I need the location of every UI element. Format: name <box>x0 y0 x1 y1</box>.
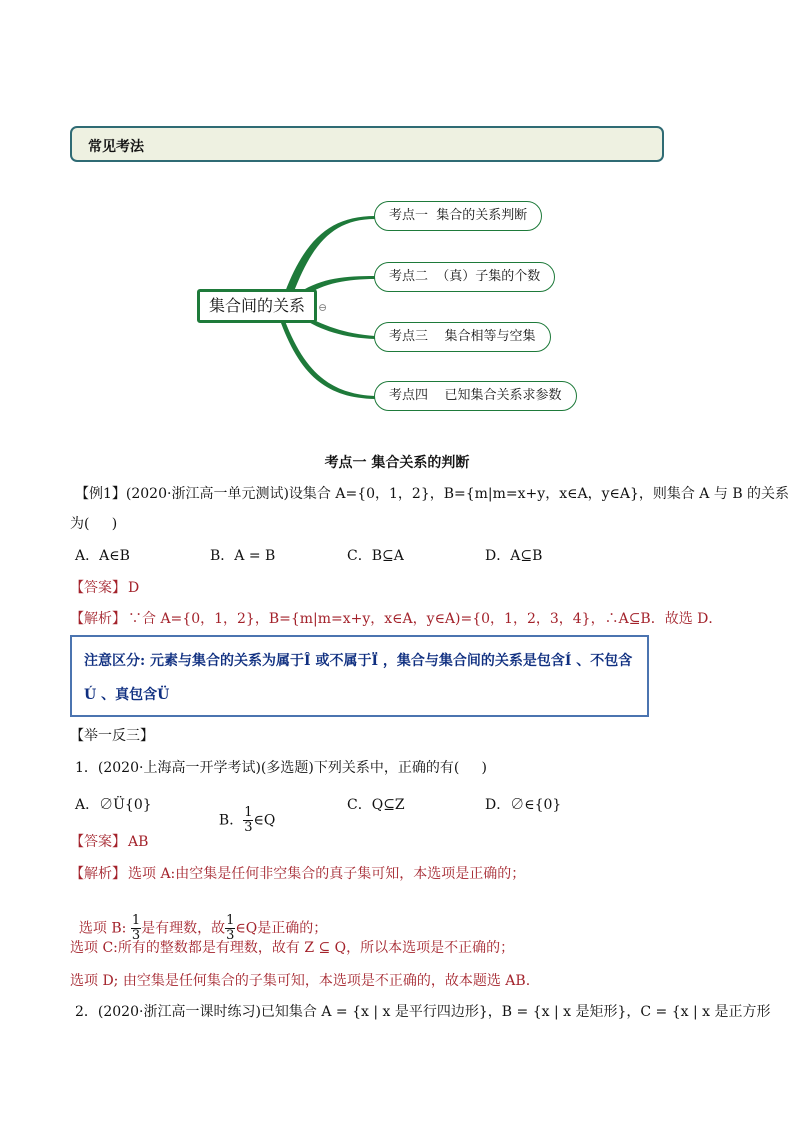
q1-option-a: A．∅Ü{0} <box>75 797 152 813</box>
mindmap-node-2: 考点二 （真）子集的个数 <box>374 262 555 292</box>
q1-analysis-label: 【解析】 <box>70 866 126 882</box>
fraction-denominator: 3 <box>244 820 253 835</box>
section-title: 常见考法 <box>88 139 144 155</box>
q1-analysis-a: 选项 A:由空集是任何非空集合的真子集可知，本选项是正确的； <box>128 866 526 882</box>
example1-answer-value: D <box>128 580 140 596</box>
q1-option-c: C．Q⊆Z <box>347 797 405 813</box>
example1-analysis-text: ∵合 A={0，1，2}，B={m|m=x+y，x∈A，y∈A)={0，1，2，3，4}，∴A⊆B．故选 D． <box>128 611 723 627</box>
example1-answer-label: 【答案】 <box>70 580 126 596</box>
q1-analysis-b-prefix: 选项 B: <box>78 920 131 937</box>
topic-heading: 考点一 集合关系的判断 <box>324 455 470 471</box>
fraction-denominator: 3 <box>226 928 235 943</box>
note-line1: 注意区分: 元素与集合的关系为属于Î 或不属于Ï ，集合与集合间的关系是包含Í 、不包含 <box>84 653 633 669</box>
q1-analysis-c: 选项 C:所有的整数都是有理数，故有 Z ⊆ Q，所以本选项是不正确的； <box>70 940 515 956</box>
example1-option-d: D．A⊆B <box>485 548 543 564</box>
example1-option-c: C．B⊆A <box>347 548 404 564</box>
q2-stem: 2．(2020·浙江高一课时练习)已知集合 A = {x | x 是平行四边形}，B = {x | x 是矩形}，C = {x | x 是正方形 <box>75 1004 771 1020</box>
q1-analysis-b-suffix: ∈Q是正确的； <box>235 920 328 937</box>
fraction-denominator: 3 <box>131 928 141 943</box>
q1-analysis-b <box>70 894 327 943</box>
mindmap-root: 集合间的关系 <box>197 289 317 323</box>
note-box <box>70 635 649 717</box>
q1-option-d: D．∅∈{0} <box>485 797 562 813</box>
q1-option-b <box>210 786 275 835</box>
q1-option-b-prefix: B． <box>218 812 244 829</box>
collapse-icon[interactable]: ⊖ <box>318 301 328 314</box>
fraction-numerator: 1 <box>244 805 253 820</box>
example1-option-b: B．A = B <box>210 548 276 564</box>
q1-stem: 1．(2020·上海高一开学考试)(多选题)下列关系中，正确的有( ) <box>75 760 488 776</box>
q1-analysis-d: 选项 D; 由空集是任何集合的子集可知，本选项是不正确的，故本题选 AB. <box>70 973 531 989</box>
note-line2: Ú 、真包含Ü <box>84 687 170 703</box>
practice-label: 【举一反三】 <box>70 728 154 744</box>
q1-answer-label: 【答案】 <box>70 834 126 850</box>
example1-option-a: A．A∈B <box>75 548 130 564</box>
q1-option-b-suffix: ∈Q <box>253 812 276 829</box>
mindmap-node-1: 考点一 集合的关系判断 <box>374 201 542 231</box>
example1-analysis-label: 【解析】 <box>70 611 126 627</box>
example1-line2: 为( ) <box>70 516 118 532</box>
q1-answer-value: AB <box>128 834 149 850</box>
mindmap-node-4: 考点四 已知集合关系求参数 <box>374 381 577 411</box>
example1-line1: 【例1】(2020·浙江高一单元测试)设集合 A={0，1，2}，B={m|m=x+y，x∈A，y∈A}，则集合 A 与 B 的关系 <box>75 486 790 502</box>
fraction-numerator: 1 <box>131 913 141 928</box>
fraction <box>243 806 253 835</box>
q1-analysis-b-mid: 是有理数，故 <box>141 920 226 937</box>
mindmap-node-3: 考点三 集合相等与空集 <box>374 322 551 352</box>
fraction-numerator: 1 <box>226 913 235 928</box>
mindmap-branch-4 <box>281 321 375 399</box>
